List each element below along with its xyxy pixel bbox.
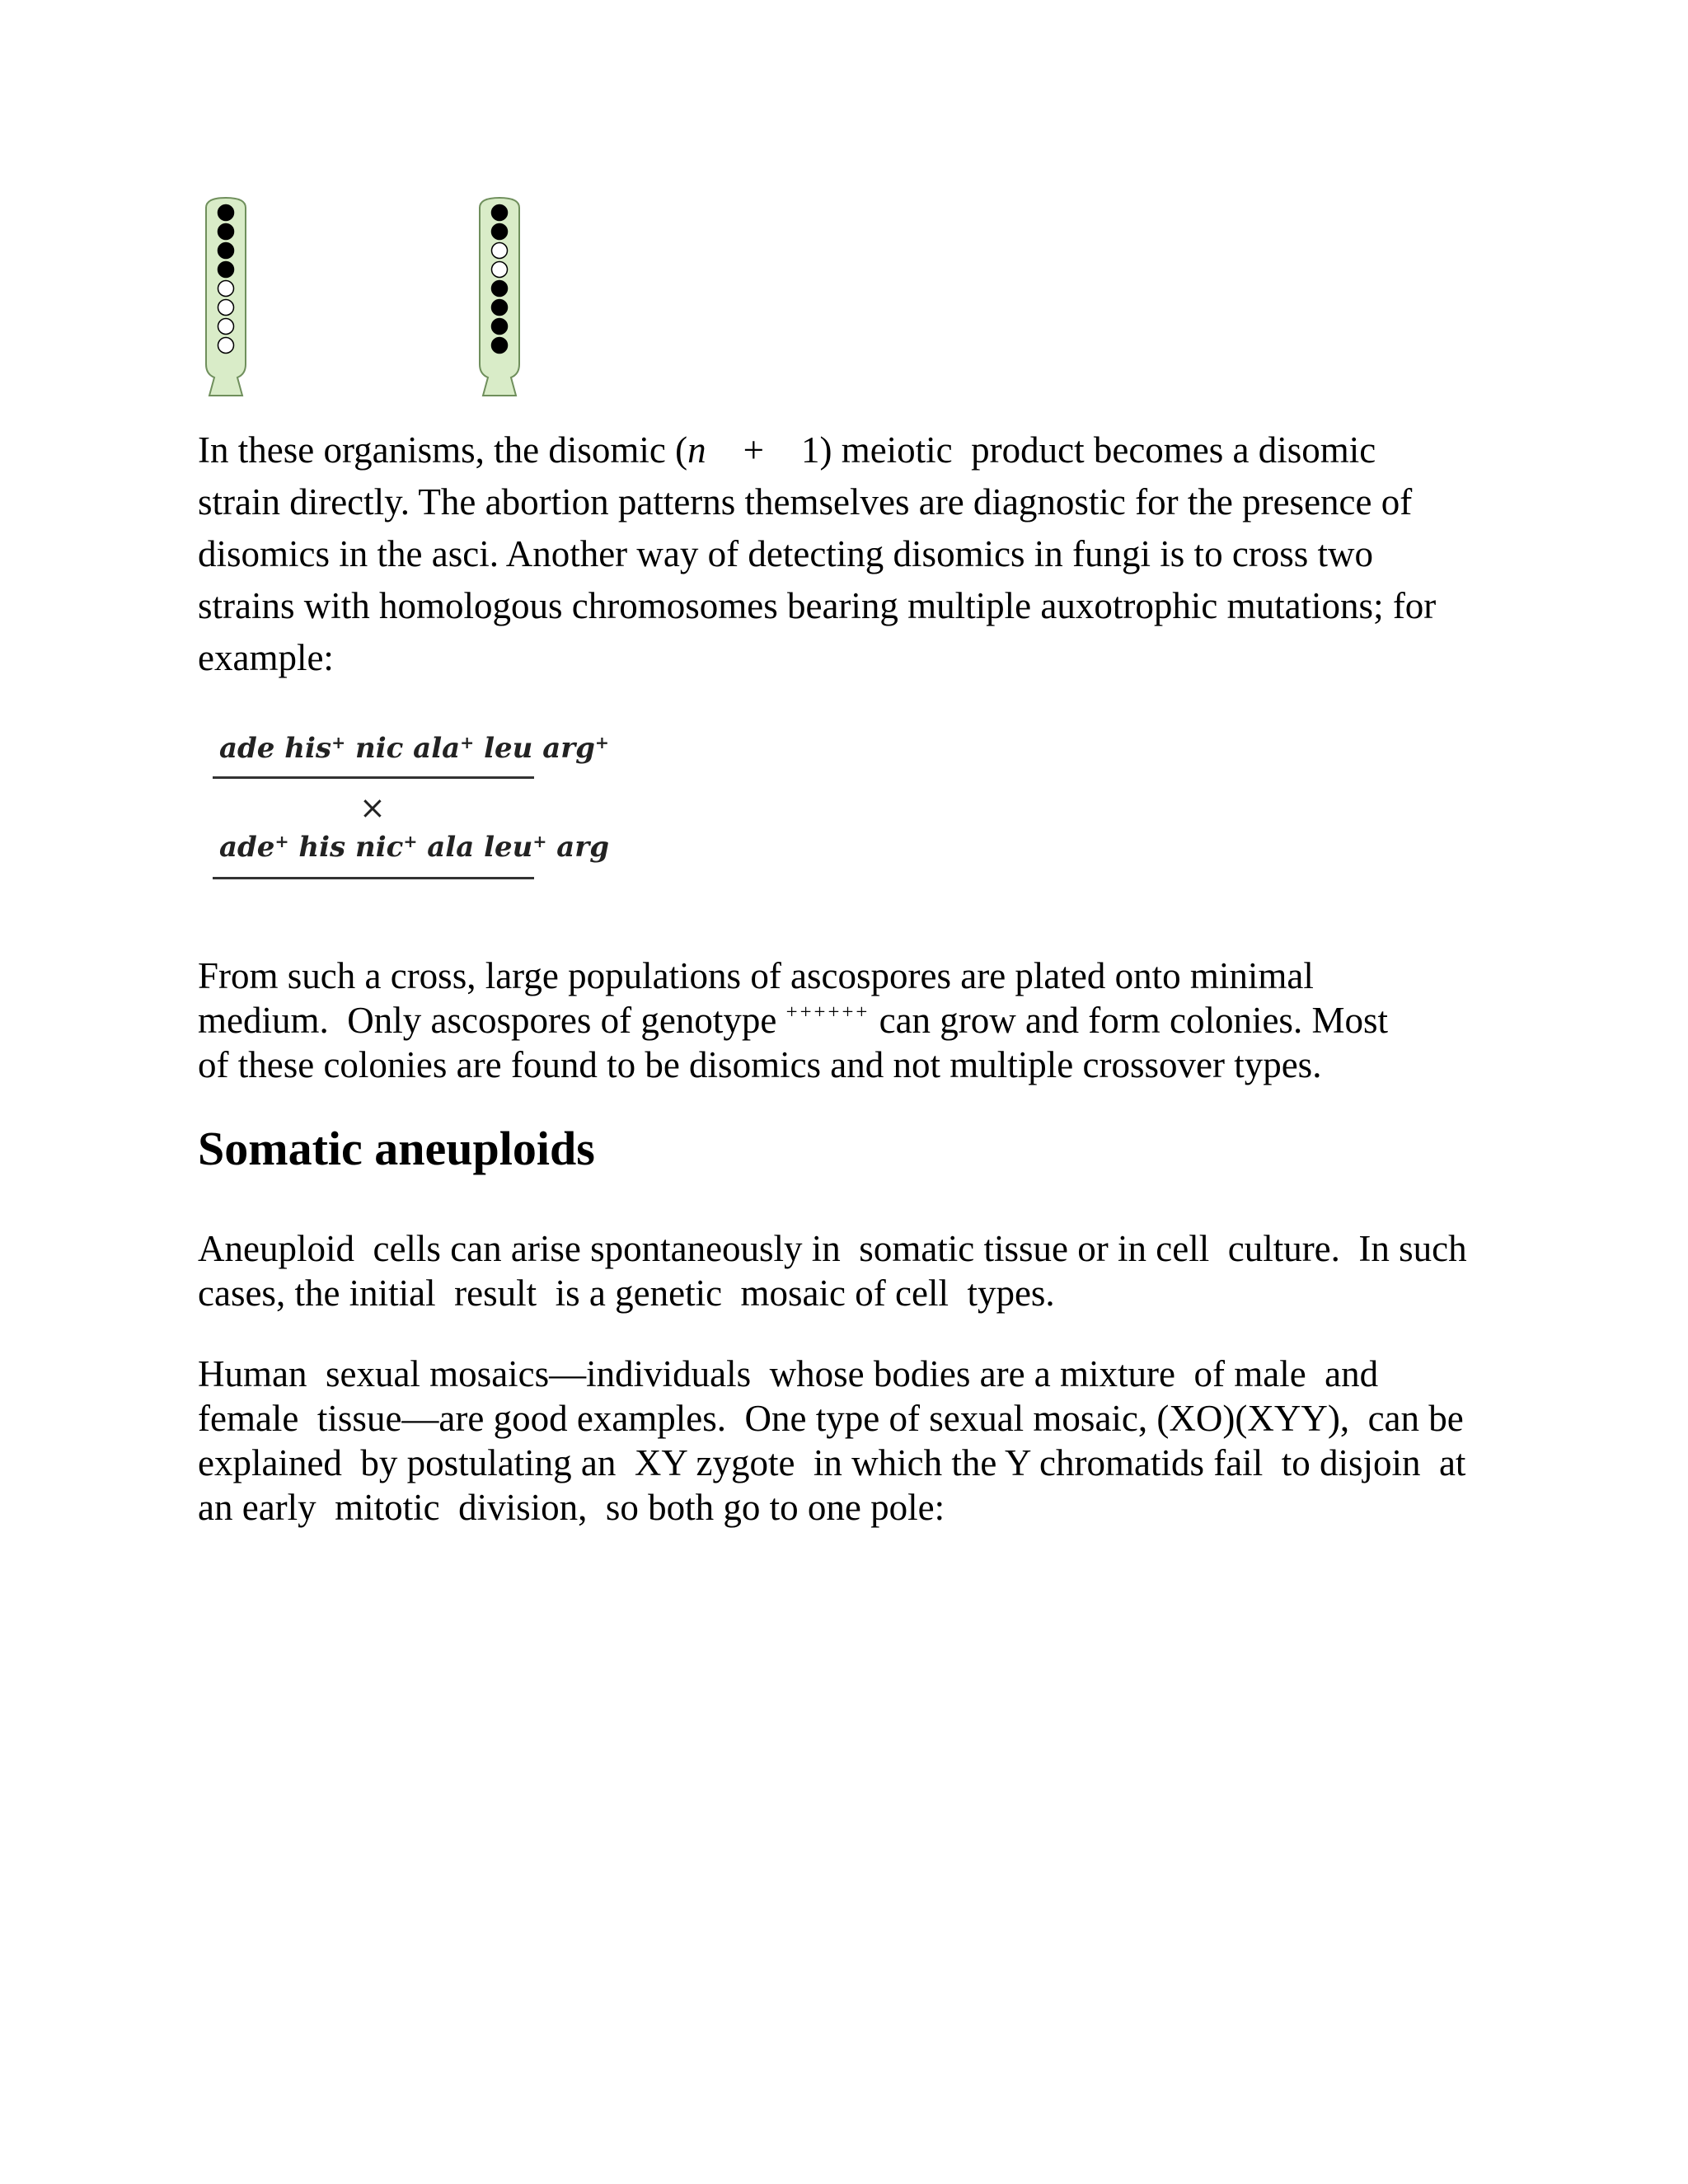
paragraph-ascospores [198, 954, 1500, 1087]
spore-black [218, 262, 234, 278]
asci-figure [195, 194, 541, 401]
text-line: Human sexual mosaics—individuals whose bodies are a mixture of male and [198, 1353, 1379, 1394]
genotype-parent-top: ade his+ nic ala+ leu arg+ [219, 732, 610, 765]
paragraph-sexual-mosaics [198, 1352, 1500, 1530]
spore-white [218, 300, 234, 316]
spore-white [218, 319, 234, 335]
spore-black [492, 281, 508, 297]
text-line: Aneuploid cells can arise spontaneously in somatic tissue or in cell culture. In such [198, 1228, 1467, 1269]
genotype-underline [213, 877, 534, 879]
spore-white [492, 262, 508, 278]
text-line: medium. Only ascospores of genotype ++++++ can grow and form colonies. Most [198, 1000, 1388, 1041]
wildtype-genotype: ++++++ [785, 1001, 870, 1024]
paragraph-aneuploid-cells [198, 1226, 1500, 1315]
text-line: From such a cross, large populations of ascospores are plated onto minimal [198, 955, 1314, 996]
ascus-left [195, 194, 257, 397]
text-line: an early mitotic division, so both go to one pole: [198, 1487, 945, 1528]
text-line: disomics in the asci. Another way of detecting disomics in fungi is to cross two [198, 533, 1374, 574]
spore-black [492, 224, 508, 240]
genotype-underline [213, 776, 534, 779]
section-heading: Somatic aneuploids [198, 1122, 595, 1175]
spore-white [218, 281, 234, 297]
spore-black [492, 338, 508, 354]
spore-black [492, 205, 508, 221]
genetic-cross-diagram [213, 725, 610, 890]
paragraph-disomic-meiotic [198, 424, 1500, 684]
text-line: In these organisms, the disomic (n + 1) meiotic product becomes a disomic [198, 429, 1376, 471]
spore-white [218, 338, 234, 354]
text-line: female tissue—are good examples. One type of sexual mosaic, (XO)(XYY), can be [198, 1398, 1464, 1439]
text-line: explained by postulating an XY zygote in which the Y chromatids fail to disjoin at [198, 1442, 1466, 1483]
text-line: strains with homologous chromosomes bearing multiple auxotrophic mutations; for [198, 585, 1437, 626]
ascus-right [468, 194, 531, 397]
spore-black [218, 243, 234, 259]
spore-black [218, 205, 234, 221]
spore-white [492, 243, 508, 259]
spore-black [492, 300, 508, 316]
cross-symbol: × [359, 790, 386, 826]
text-line: strain directly. The abortion patterns themselves are diagnostic for the presence of [198, 481, 1413, 523]
text-line: example: [198, 637, 334, 678]
text-line: cases, the initial result is a genetic mosaic of cell types. [198, 1272, 1055, 1314]
spore-black [218, 224, 234, 240]
spore-black [492, 319, 508, 335]
text-line: of these colonies are found to be disomics and not multiple crossover types. [198, 1044, 1322, 1085]
genotype-parent-bottom: ade+ his nic+ ala leu+ arg [219, 831, 609, 864]
